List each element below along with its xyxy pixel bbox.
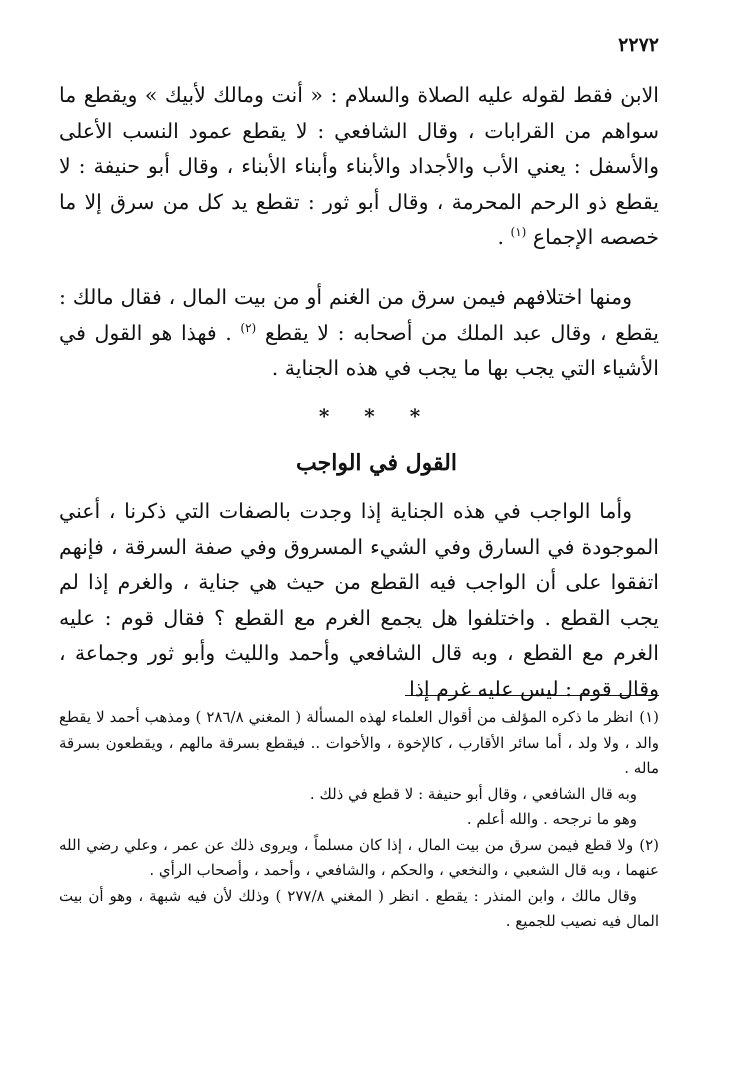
section-separator: * * * bbox=[318, 404, 435, 428]
paragraph-1 bbox=[59, 78, 659, 256]
footnote-ref-1[interactable]: (١) bbox=[510, 225, 527, 240]
footnote-2-line-2: وقال مالك ، وابن المنذر : يقطع . انظر ( المغني ٢٧٧/٨ ) وذلك لأن فيه شبهة ، وهو أن بيت المال فيه نصيب للجميع . bbox=[59, 886, 659, 930]
section-heading: القول في الواجب bbox=[296, 450, 457, 476]
footnote-2-text: ولا قطع فيمن سرق من بيت المال ، إذا كان مسلماً ، ويروى ذلك عن عمر ، وعلي رضي الله عنهما ، وبه قال الشعبي ، والنخعي ، والحكم ، والشافعي ، وأحمد ، وأصحاب الرأي . bbox=[59, 835, 659, 879]
paragraph-3 bbox=[59, 494, 659, 707]
footnote-ref-2[interactable]: (٢) bbox=[240, 320, 257, 335]
footnote-1-line-2: وبه قال الشافعي ، وقال أبو حنيفة : لا قطع في ذلك . bbox=[309, 784, 637, 803]
paragraph-1-end: . bbox=[497, 225, 511, 249]
footnote-divider bbox=[405, 695, 659, 696]
paragraph-3-text: وأما الواجب في هذه الجناية إذا وجدت بالصفات التي ذكرنا ، أعني الموجودة في السارق وفي الشيء المسروق وفي صفة السرقة ، فإنهم اتفقوا على أن الواجب فيه القطع من حيث هي جناية ، والغرم إذا لم يجب القطع . واختلفوا هل يجمع الغرم مع القطع ؟ فقال قوم : عليه الغرم مع القطع ، وبه قال الشافعي وأحمد والليث وأبو ثور وجماعة ، وقال قوم : ليس عليه غرم إذا bbox=[59, 499, 659, 701]
footnote-1-text: انظر ما ذكره المؤلف من أقوال العلماء لهذه المسألة ( المغني ٢٨٦/٨ ) ومذهب أحمد لا يقطع والد ، ولا ولد ، أما سائر الأقارب ، كالإخوة ، والأخوات .. فيقطع بسرقة مالهم ، ويقطعون بسرقة ماله . bbox=[59, 708, 659, 777]
paragraph-2 bbox=[59, 280, 659, 387]
footnote-2-number: (٢) bbox=[639, 835, 659, 854]
footnote-2 bbox=[59, 833, 659, 884]
footnotes bbox=[59, 705, 659, 935]
footnote-1-line-3: وهو ما نرجحه . والله أعلم . bbox=[466, 810, 637, 828]
paragraph-1-text: الابن فقط لقوله عليه الصلاة والسلام : « أنت ومالك لأبيك » ويقطع ما سواهم من القرابات ، وقال الشافعي : لا يقطع عمود النسب الأعلى والأسفل : يعني الأب والأجداد والأبناء وأبناء الأبناء ، وقال أبو حنيفة : لا يقطع ذو الرحم المحرمة ، وقال أبو ثور : تقطع يد كل من سرق إلا ما خصصه الإجماع bbox=[59, 83, 659, 249]
paragraph-2-text-a: ومنها اختلافهم فيمن سرق من الغنم أو من بيت المال ، فقال مالك : يقطع ، وقال عبد الملك من أصحابه : لا يقطع bbox=[59, 285, 659, 345]
footnote-1 bbox=[59, 705, 659, 782]
paragraph-2-text-b: . فهذا هو القول في الأشياء التي يجب بها ما يجب في هذه الجناية . bbox=[59, 320, 659, 380]
footnote-1-number: (١) bbox=[639, 708, 659, 726]
page-number: ٢٢٧٢ bbox=[618, 34, 659, 56]
